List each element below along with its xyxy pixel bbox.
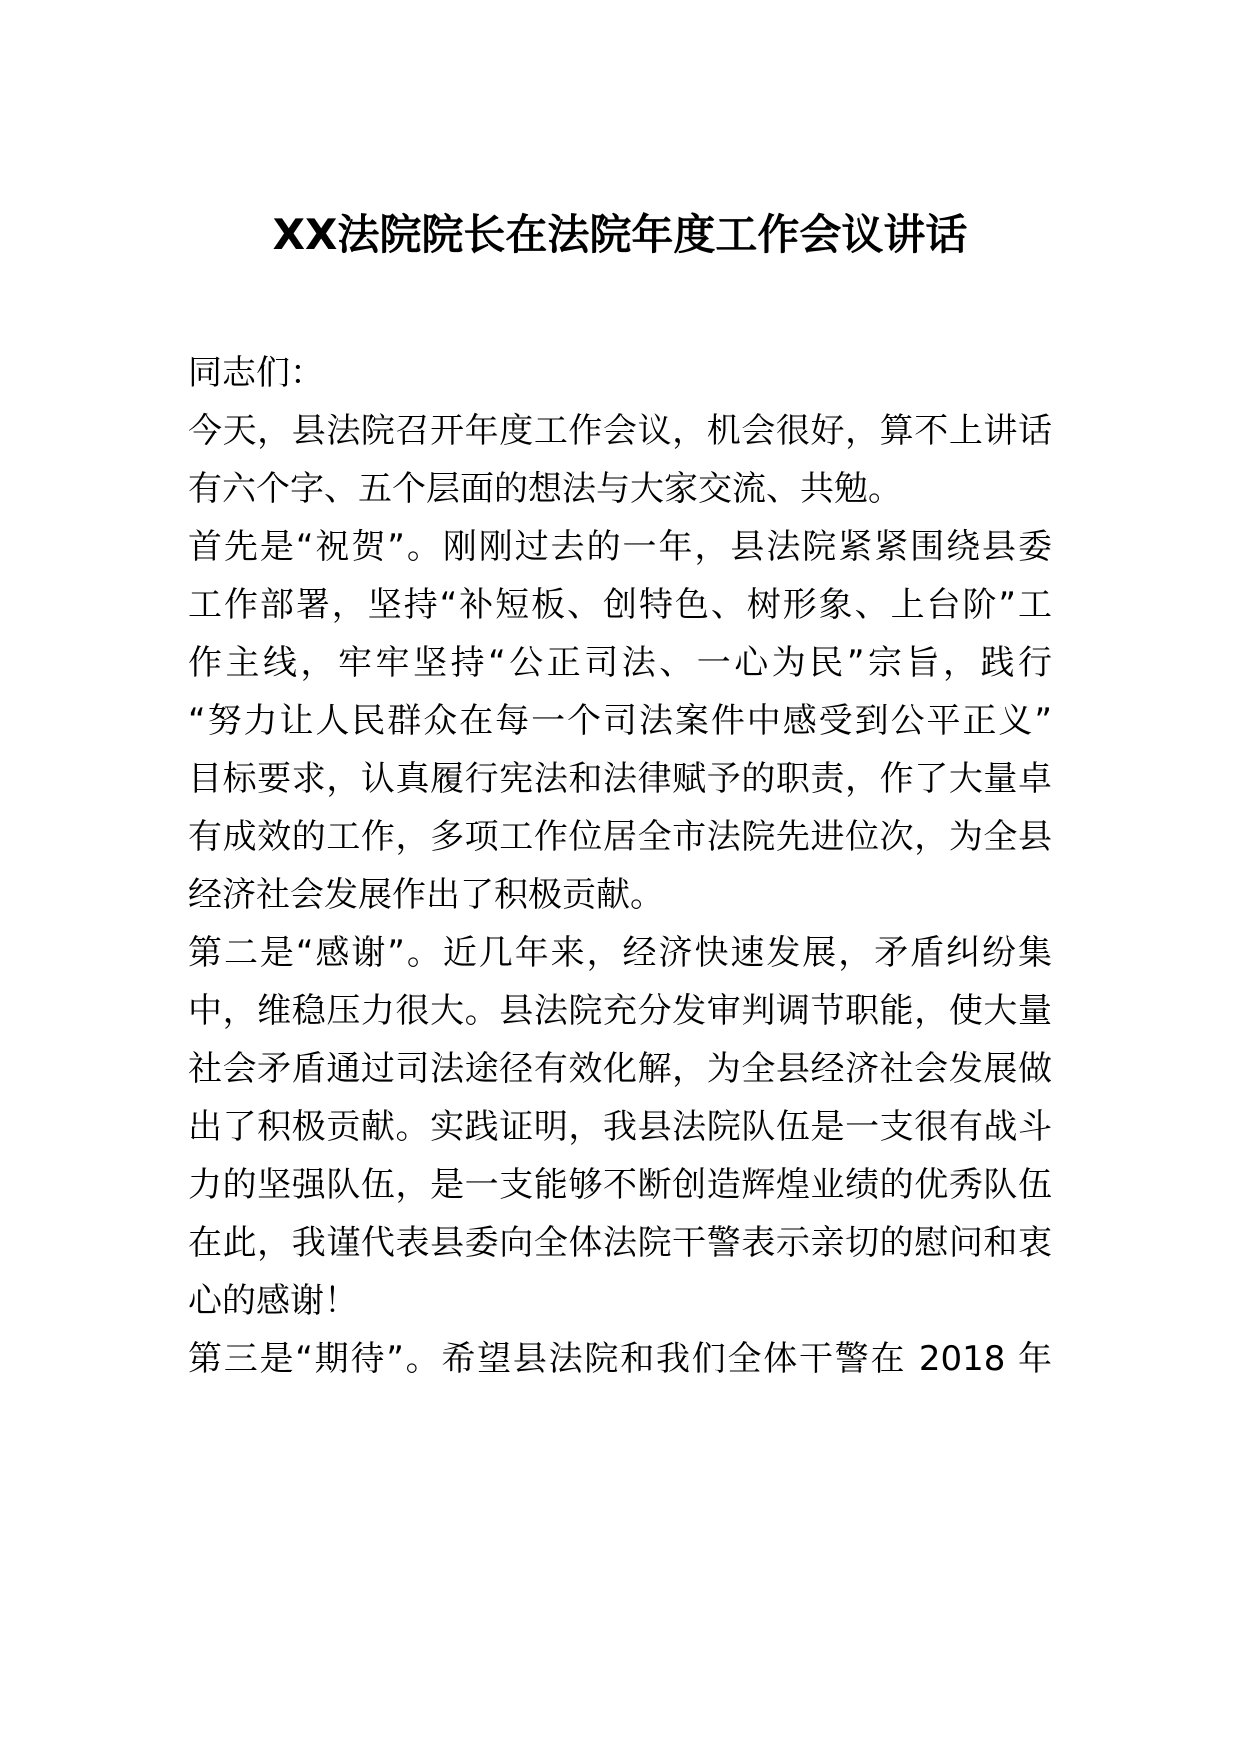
body-line: 首先是“祝贺”。刚刚过去的一年，县法院紧紧围绕县委 — [188, 527, 1052, 567]
body-line: 力的坚强队伍，是一支能够不断创造辉煌业绩的优秀队伍 — [188, 1165, 1052, 1205]
body-line: “努力让人民群众在每一个司法案件中感受到公平正义” — [188, 701, 1052, 741]
body-line: 在此，我谨代表县委向全体法院干警表示亲切的慰问和衷 — [188, 1223, 1052, 1263]
body-line: 目标要求，认真履行宪法和法律赋予的职责，作了大量卓 — [188, 759, 1052, 799]
body-line: 出了积极贡献。实践证明，我县法院队伍是一支很有战斗 — [188, 1107, 1052, 1147]
body-line: 有六个字、五个层面的想法与大家交流、共勉。 — [188, 469, 902, 509]
body-line: 中，维稳压力很大。县法院充分发审判调节职能，使大量 — [188, 991, 1052, 1031]
body-line: 第二是“感谢”。近几年来，经济快速发展，矛盾纠纷集 — [188, 933, 1052, 973]
document-title: XX法院院长在法院年度工作会议讲话 — [272, 210, 968, 259]
body-line: 有成效的工作，多项工作位居全市法院先进位次，为全县 — [188, 817, 1052, 857]
body-line: 心的感谢！ — [188, 1281, 358, 1321]
body-line: 今天，县法院召开年度工作会议，机会很好，算不上讲话 — [188, 411, 1052, 451]
body-line: 工作部署，坚持“补短板、创特色、树形象、上台阶”工 — [188, 585, 1052, 625]
body-line: 作主线，牢牢坚持“公正司法、一心为民”宗旨，践行 — [188, 643, 1052, 683]
greeting-line: 同志们： — [188, 353, 324, 393]
body-line: 经济社会发展作出了积极贡献。 — [188, 875, 664, 915]
body-line: 社会矛盾通过司法途径有效化解，为全县经济社会发展做 — [188, 1049, 1052, 1089]
body-line: 第三是“期待”。希望县法院和我们全体干警在 2018 年 — [188, 1339, 1052, 1379]
